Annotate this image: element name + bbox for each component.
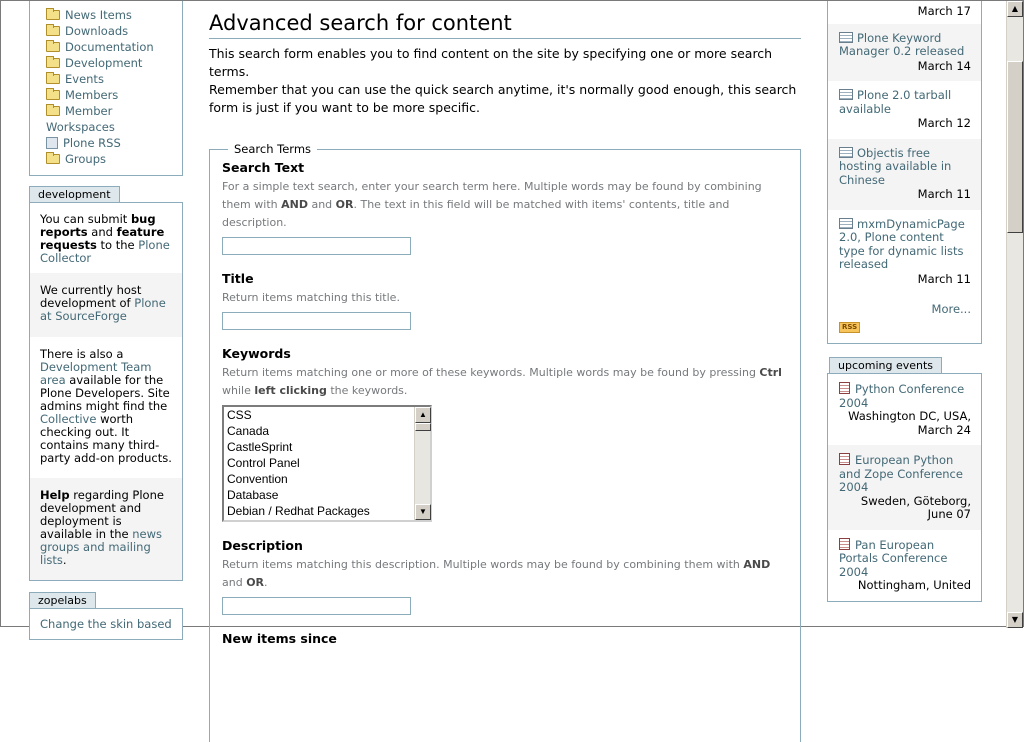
text: We currently host development of bbox=[40, 283, 142, 310]
help-text-bold: OR bbox=[335, 198, 354, 211]
field-label: New items since bbox=[222, 631, 337, 646]
news-item[interactable] bbox=[828, 24, 981, 82]
page-title: Advanced search for content bbox=[209, 11, 801, 39]
help-text-bold: Ctrl bbox=[759, 366, 782, 379]
collective-link[interactable]: Collective bbox=[40, 412, 97, 426]
search-text-field bbox=[222, 160, 788, 255]
event-date: June 07 bbox=[927, 507, 971, 521]
right-column bbox=[827, 1, 982, 602]
rss-icon bbox=[46, 137, 58, 149]
portlet-header: upcoming events bbox=[829, 357, 942, 373]
news-date: March 12 bbox=[917, 116, 971, 130]
event-icon bbox=[839, 453, 850, 465]
folder-icon bbox=[46, 42, 60, 52]
more-news-link[interactable]: More... bbox=[931, 302, 971, 316]
help-text: while bbox=[222, 384, 255, 397]
folder-icon bbox=[46, 106, 60, 116]
events-portlet bbox=[827, 357, 982, 602]
help-text: and bbox=[222, 576, 247, 589]
nav-item-members[interactable] bbox=[46, 87, 182, 103]
nav-item-documentation[interactable] bbox=[46, 39, 182, 55]
development-portlet bbox=[29, 186, 183, 581]
dev-item-bug-reports bbox=[30, 203, 182, 273]
event-link[interactable]: European Python and Zope Conference 2004 bbox=[839, 453, 963, 494]
keyword-option[interactable]: Control Panel bbox=[227, 456, 300, 470]
zopelabs-portlet bbox=[29, 592, 183, 640]
fieldset-legend: Search Terms bbox=[234, 142, 312, 156]
nav-item-events[interactable] bbox=[46, 71, 182, 87]
event-link[interactable]: Pan European Portals Conference 2004 bbox=[839, 537, 948, 579]
news-item[interactable] bbox=[828, 210, 981, 295]
listbox-scroll-thumb[interactable] bbox=[415, 423, 431, 431]
page-description-note: Remember that you can use the quick search anytime, it's normally good enough, this search form is just if you want to be more specific. bbox=[209, 82, 797, 115]
listbox-scrollbar[interactable] bbox=[414, 407, 430, 520]
page-description: This search form enables you to find content on the site by specifying one or more search terms. bbox=[209, 46, 773, 79]
field-help bbox=[222, 364, 788, 400]
event-icon bbox=[839, 538, 850, 550]
event-location: Sweden, Göteborg, bbox=[860, 493, 971, 508]
folder-icon bbox=[46, 26, 60, 36]
navigation-tree bbox=[30, 1, 182, 175]
nav-item-news-items[interactable] bbox=[46, 7, 182, 23]
search-terms-fieldset bbox=[209, 142, 801, 742]
navigation-portlet bbox=[29, 1, 183, 176]
help-text: Return items matching one or more of these keywords. Multiple words may be found by pressing bbox=[222, 366, 760, 379]
rss-icon[interactable]: RSS bbox=[839, 322, 860, 333]
nav-item-plone-rss[interactable] bbox=[46, 135, 182, 151]
keyword-option[interactable]: Canada bbox=[227, 424, 270, 438]
nav-link[interactable]: Documentation bbox=[65, 40, 154, 54]
news-date: March 11 bbox=[917, 187, 971, 201]
left-column bbox=[29, 1, 183, 640]
keyword-option[interactable]: Convention bbox=[227, 472, 288, 486]
more-news bbox=[828, 294, 981, 318]
help-text-bold: AND bbox=[743, 558, 771, 571]
event-location: Nottingham, United bbox=[857, 578, 971, 592]
keywords-field bbox=[222, 346, 788, 522]
news-date: March 14 bbox=[917, 58, 971, 73]
news-link[interactable]: Plone Keyword Manager 0.2 released bbox=[839, 30, 965, 58]
help-text-bold: AND bbox=[281, 198, 308, 211]
title-field bbox=[222, 271, 788, 330]
folder-icon bbox=[46, 58, 60, 68]
text: regarding Plone development and deployment is available in the bbox=[40, 488, 164, 541]
scroll-down-arrow-icon[interactable]: ▼ bbox=[1007, 612, 1023, 628]
folder-icon bbox=[46, 10, 60, 20]
text-bold: feature requests bbox=[40, 225, 165, 252]
plone-collector-link[interactable]: Plone Collector bbox=[40, 238, 170, 265]
event-item[interactable] bbox=[828, 445, 981, 530]
help-text-bold: OR bbox=[246, 576, 265, 589]
zopelabs-item bbox=[30, 609, 182, 639]
description-field bbox=[222, 538, 788, 615]
nav-link[interactable]: Downloads bbox=[65, 24, 129, 38]
keyword-option[interactable]: Database bbox=[227, 488, 279, 502]
news-date: March 17 bbox=[917, 4, 971, 18]
nav-item-downloads[interactable] bbox=[46, 23, 182, 39]
help-text: and bbox=[307, 198, 336, 211]
portlet-header: development bbox=[29, 186, 120, 202]
folder-icon bbox=[46, 154, 60, 164]
news-item-icon bbox=[839, 89, 853, 100]
scroll-up-arrow-icon[interactable]: ▲ bbox=[415, 407, 431, 423]
nav-item-member-workspaces[interactable] bbox=[30, 103, 180, 135]
field-label: Description bbox=[222, 538, 303, 553]
scroll-down-arrow-icon[interactable]: ▼ bbox=[415, 504, 431, 520]
event-link[interactable]: Python Conference 2004 bbox=[839, 382, 965, 410]
text: You can submit bbox=[40, 212, 131, 226]
event-location: Washington DC, USA, bbox=[848, 409, 971, 423]
dev-item-help bbox=[30, 478, 182, 580]
help-text: Return items matching this description. Multiple words may be found by combining them with bbox=[222, 558, 744, 571]
field-label: Search Text bbox=[222, 160, 305, 175]
scroll-up-arrow-icon[interactable]: ▲ bbox=[1007, 1, 1023, 17]
news-portlet bbox=[827, 1, 982, 344]
folder-icon bbox=[46, 90, 60, 100]
keyword-option[interactable]: Debian / Redhat Packages bbox=[227, 504, 370, 518]
event-date: March 24 bbox=[917, 422, 971, 437]
nav-link[interactable]: News Items bbox=[65, 8, 132, 22]
text-bold: Help bbox=[40, 488, 70, 502]
text: and bbox=[87, 225, 117, 239]
news-link[interactable]: mxmDynamicPage 2.0, Plone content type for dynamic lists released bbox=[839, 216, 965, 271]
help-text: For a simple text search, enter your search term here. Multiple words may be found by combining them with bbox=[222, 180, 762, 211]
description-input[interactable] bbox=[222, 597, 411, 615]
portlet-header: zopelabs bbox=[29, 592, 96, 608]
portlet-content bbox=[29, 202, 183, 581]
zopelabs-link[interactable]: Change the skin based bbox=[40, 617, 172, 631]
text: . bbox=[62, 553, 67, 567]
news-link[interactable]: Objectis free hosting available in Chinese bbox=[839, 145, 952, 187]
help-text: the keywords. bbox=[326, 384, 408, 397]
news-item bbox=[828, 1, 981, 24]
help-text: . bbox=[264, 576, 268, 589]
news-item[interactable] bbox=[828, 139, 981, 210]
search-text-input[interactable] bbox=[222, 237, 411, 255]
text: worth checking out. It contains many third-party add-on products. bbox=[40, 412, 172, 465]
text-bold: bug reports bbox=[40, 212, 156, 239]
nav-link[interactable]: Plone RSS bbox=[63, 136, 121, 150]
development-team-area-link[interactable]: Development Team area bbox=[40, 360, 152, 387]
news-item[interactable] bbox=[828, 81, 981, 139]
keywords-listbox[interactable] bbox=[222, 405, 432, 522]
event-icon bbox=[839, 382, 850, 394]
field-help bbox=[222, 178, 788, 232]
keyword-option[interactable]: CSS bbox=[227, 408, 252, 422]
nav-item-development[interactable] bbox=[46, 55, 182, 71]
help-text-bold: left clicking bbox=[254, 384, 327, 397]
mailing-lists-link[interactable]: news groups and mailing lists bbox=[40, 527, 162, 567]
main-content bbox=[209, 1, 801, 742]
field-help bbox=[222, 556, 788, 592]
folder-icon bbox=[46, 74, 60, 84]
field-help: Return items matching this title. bbox=[222, 291, 400, 304]
nav-item-groups[interactable] bbox=[46, 151, 182, 167]
new-items-since-field bbox=[222, 631, 788, 647]
help-text: . The text in this field will be matched with items' contents, title and description. bbox=[222, 198, 730, 229]
field-label: Keywords bbox=[222, 346, 291, 361]
page-scrollbar[interactable] bbox=[1006, 1, 1023, 628]
news-link[interactable]: Plone 2.0 tarball available bbox=[839, 88, 952, 116]
portlet-content bbox=[29, 608, 183, 640]
nav-link[interactable]: Development bbox=[65, 56, 143, 70]
nav-link[interactable]: Groups bbox=[65, 152, 107, 166]
text: available for the Plone Developers. Site admins might find the bbox=[40, 373, 170, 413]
news-item-icon bbox=[839, 32, 853, 43]
nav-link[interactable]: Member Workspaces bbox=[46, 104, 115, 134]
keywords-options bbox=[224, 407, 430, 519]
dev-item-team-area bbox=[30, 337, 182, 478]
news-item-icon bbox=[839, 218, 853, 229]
text: There is also a bbox=[40, 347, 124, 361]
event-item[interactable] bbox=[828, 530, 981, 601]
news-item-icon bbox=[839, 147, 853, 158]
nav-link[interactable]: Members bbox=[65, 88, 119, 102]
sourceforge-link[interactable]: Plone at SourceForge bbox=[40, 296, 166, 323]
news-date: March 11 bbox=[917, 271, 971, 286]
title-input[interactable] bbox=[222, 312, 411, 330]
nav-link[interactable]: Events bbox=[65, 72, 104, 86]
field-label: Title bbox=[222, 271, 254, 286]
events-list bbox=[827, 373, 982, 602]
dev-item-sourceforge bbox=[30, 273, 182, 337]
event-item[interactable] bbox=[828, 374, 981, 445]
scroll-thumb[interactable] bbox=[1007, 61, 1023, 233]
text: to the bbox=[96, 238, 139, 252]
keyword-option[interactable]: CastleSprint bbox=[227, 440, 293, 454]
